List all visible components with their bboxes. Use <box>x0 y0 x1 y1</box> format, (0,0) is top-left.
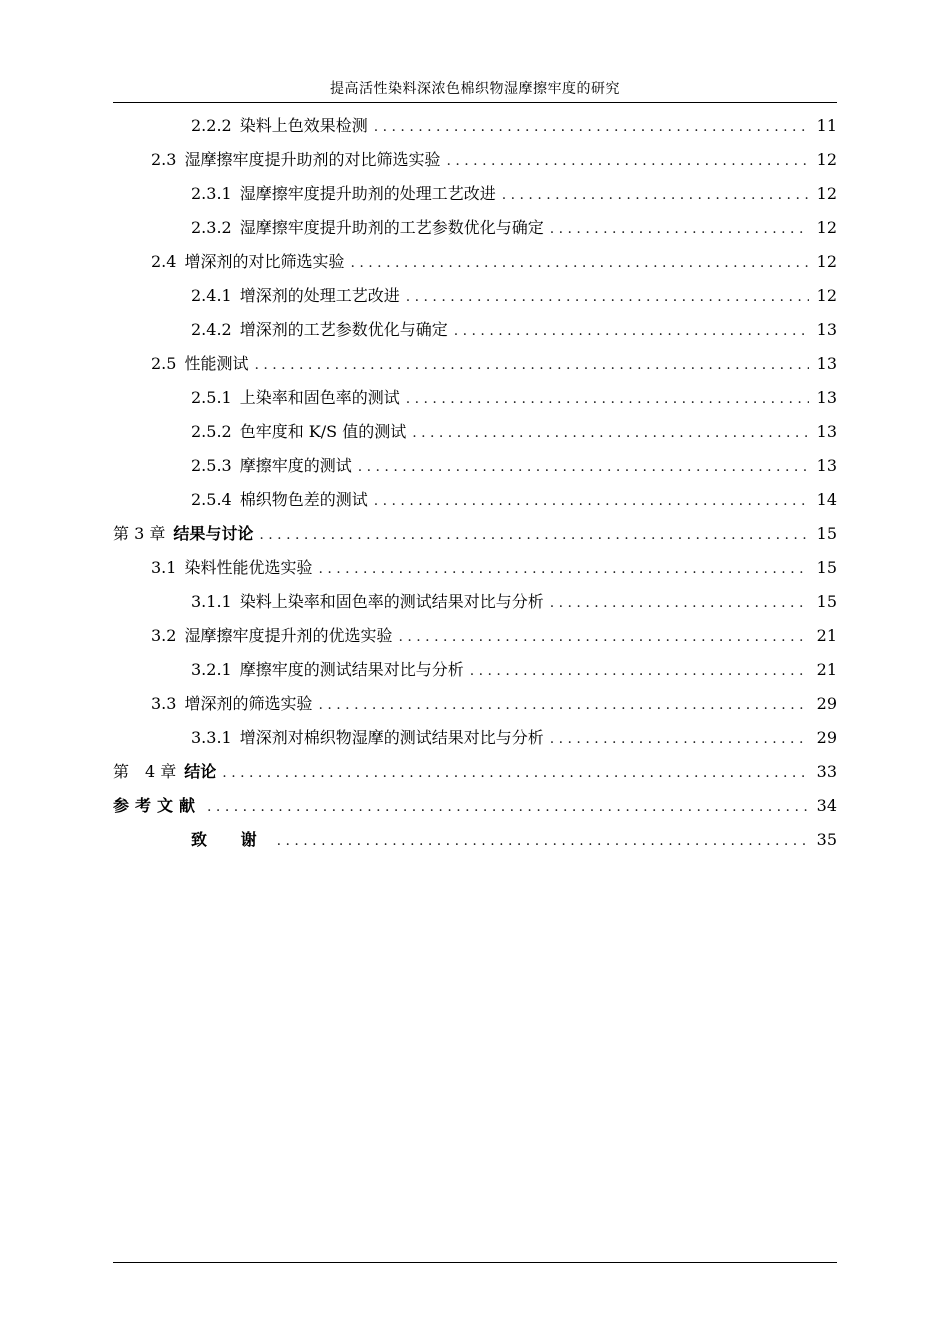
toc-entry-page: 13 <box>816 388 837 407</box>
toc-entry-number: 3.1 <box>151 558 177 577</box>
toc-entry-page: 12 <box>816 218 837 237</box>
toc-entry-2-3-2[interactable] <box>113 211 837 245</box>
toc-entry-number: 3.1.1 <box>191 592 232 611</box>
toc-entry-title: 摩擦牢度的测试结果对比与分析 <box>239 660 464 679</box>
dot-leader <box>412 416 809 450</box>
toc-entry-2-5-3[interactable] <box>113 449 837 483</box>
toc-entry-title: 染料性能优选实验 <box>184 558 313 577</box>
toc-entry-page: 12 <box>816 150 837 169</box>
toc-entry-2-5[interactable] <box>113 347 837 381</box>
toc-entry-title: 增深剂对棉织物湿摩的测试结果对比与分析 <box>239 728 544 747</box>
toc-entry-title: 增深剂的工艺参数优化与确定 <box>239 320 448 339</box>
toc-entry-page: 12 <box>816 252 837 271</box>
toc-entry-2-3-1[interactable] <box>113 177 837 211</box>
dot-leader <box>550 586 809 620</box>
dot-leader <box>550 212 809 246</box>
toc-entry-number: 2.5.2 <box>191 422 232 441</box>
toc-entry-references[interactable] <box>113 789 837 823</box>
running-header: 提高活性染料深浓色棉织物湿摩擦牢度的研究 <box>330 81 620 97</box>
toc-entry-page: 13 <box>816 422 837 441</box>
toc-entry-acknowledgements[interactable] <box>113 823 837 857</box>
toc-entry-page: 13 <box>816 456 837 475</box>
toc-entry-page: 14 <box>816 490 837 509</box>
dot-leader <box>350 246 809 280</box>
toc-entry-title: 增深剂的对比筛选实验 <box>184 252 345 271</box>
toc-entry-number: 2.3.2 <box>191 218 232 237</box>
toc-entry-page: 33 <box>816 762 837 781</box>
toc-entry-number: 2.5.3 <box>191 456 232 475</box>
toc-entry-page: 12 <box>816 184 837 203</box>
toc-entry-2-5-4[interactable] <box>113 483 837 517</box>
toc-entry-2-5-1[interactable] <box>113 381 837 415</box>
toc-entry-page: 15 <box>816 524 837 543</box>
toc-entry-3-1[interactable] <box>113 551 837 585</box>
toc-entry-title: 结论 <box>184 762 217 781</box>
toc-entry-2-2-2[interactable] <box>113 109 837 143</box>
toc-entry-number: 2.4.2 <box>191 320 232 339</box>
toc-entry-title: 性能测试 <box>184 354 249 373</box>
dot-leader <box>398 620 809 654</box>
toc-entry-number: 3.3 <box>151 694 177 713</box>
toc-entry-page: 13 <box>816 354 837 373</box>
toc-entry-2-4-2[interactable] <box>113 313 837 347</box>
toc-entry-page: 11 <box>816 116 837 135</box>
header-rule <box>113 102 837 103</box>
toc-entry-title: 湿摩擦牢度提升助剂的对比筛选实验 <box>184 150 441 169</box>
toc-entry-number: 2.2.2 <box>191 116 232 135</box>
dot-leader <box>454 314 809 348</box>
toc-entry-3-2[interactable] <box>113 619 837 653</box>
toc-entry-chapter-4[interactable] <box>113 755 837 789</box>
dot-leader <box>254 348 809 382</box>
toc-entry-2-5-2[interactable] <box>113 415 837 449</box>
toc-entry-number: 3.3.1 <box>191 728 232 747</box>
table-of-contents <box>113 109 837 857</box>
dot-leader <box>259 518 809 552</box>
toc-entry-title: 参考文献 <box>113 796 202 815</box>
toc-entry-number: 2.5.4 <box>191 490 232 509</box>
toc-entry-title: 湿摩擦牢度提升助剂的工艺参数优化与确定 <box>239 218 544 237</box>
toc-entry-page: 12 <box>816 286 837 305</box>
dot-leader <box>318 552 809 586</box>
toc-entry-chapter-3[interactable] <box>113 517 837 551</box>
toc-entry-number: 3.2 <box>151 626 177 645</box>
toc-entry-number: 2.5 <box>151 354 177 373</box>
dot-leader <box>406 382 809 416</box>
toc-entry-3-2-1[interactable] <box>113 653 837 687</box>
dot-leader <box>277 824 809 858</box>
toc-entry-page: 15 <box>816 558 837 577</box>
toc-entry-page: 29 <box>816 728 837 747</box>
dot-leader <box>470 654 809 688</box>
toc-entry-title: 湿摩擦牢度提升剂的优选实验 <box>184 626 393 645</box>
footer-rule <box>113 1262 837 1263</box>
toc-entry-title: 摩擦牢度的测试 <box>239 456 352 475</box>
toc-entry-title: 致 谢 <box>191 830 271 849</box>
toc-entry-title: 湿摩擦牢度提升助剂的处理工艺改进 <box>239 184 496 203</box>
toc-entry-number: 2.3.1 <box>191 184 232 203</box>
toc-entry-3-1-1[interactable] <box>113 585 837 619</box>
dot-leader <box>374 110 809 144</box>
toc-entry-2-4-1[interactable] <box>113 279 837 313</box>
dot-leader <box>550 722 809 756</box>
toc-entry-number: 第 4 章 <box>113 762 177 781</box>
toc-entry-title: 染料上染率和固色率的测试结果对比与分析 <box>239 592 544 611</box>
toc-entry-page: 21 <box>816 660 837 679</box>
toc-entry-page: 29 <box>816 694 837 713</box>
toc-entry-title: 棉织物色差的测试 <box>239 490 368 509</box>
dot-leader <box>502 178 809 212</box>
toc-entry-number: 2.4.1 <box>191 286 232 305</box>
toc-entry-number: 2.4 <box>151 252 177 271</box>
toc-entry-number: 3.2.1 <box>191 660 232 679</box>
toc-entry-page: 34 <box>816 796 837 815</box>
toc-entry-number: 2.5.1 <box>191 388 232 407</box>
toc-entry-3-3-1[interactable] <box>113 721 837 755</box>
dot-leader <box>207 790 809 824</box>
toc-entry-2-4[interactable] <box>113 245 837 279</box>
toc-entry-page: 35 <box>816 830 837 849</box>
toc-entry-title: 结果与讨论 <box>173 524 254 543</box>
dot-leader <box>406 280 809 314</box>
toc-entry-title: 上染率和固色率的测试 <box>239 388 400 407</box>
toc-entry-title: 增深剂的筛选实验 <box>184 694 313 713</box>
toc-entry-2-3[interactable] <box>113 143 837 177</box>
toc-entry-3-3[interactable] <box>113 687 837 721</box>
toc-entry-number: 2.3 <box>151 150 177 169</box>
toc-entry-title: 增深剂的处理工艺改进 <box>239 286 400 305</box>
toc-entry-title: 染料上色效果检测 <box>239 116 368 135</box>
toc-entry-title: 色牢度和 K/S 值的测试 <box>239 422 407 441</box>
dot-leader <box>222 756 809 790</box>
toc-entry-page: 21 <box>816 626 837 645</box>
dot-leader <box>374 484 809 518</box>
toc-entry-page: 15 <box>816 592 837 611</box>
toc-entry-number: 第 3 章 <box>113 524 166 543</box>
dot-leader <box>318 688 809 722</box>
dot-leader <box>358 450 809 484</box>
dot-leader <box>446 144 809 178</box>
toc-entry-page: 13 <box>816 320 837 339</box>
